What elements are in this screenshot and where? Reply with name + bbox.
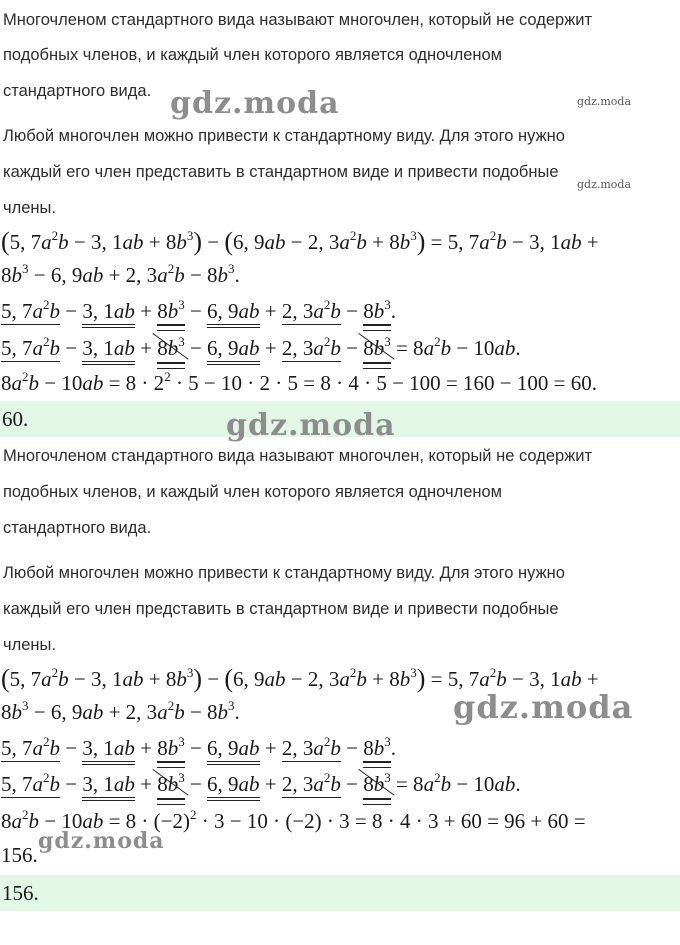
watermark-logo: gdz.moda: [170, 86, 340, 121]
definition-line-3: стандартного вида.: [3, 82, 152, 100]
equation-expand: (5, $7a^2b - 3$, $1ab + 8b^3) - (6$, 9ab − 2, $3a^2b + 8b^3) = 5$, $7a^2b - 3$, 1ab +: [1, 227, 599, 256]
rule-line-1: Любой многочлен можно привести к стандартному виду. Для этого нужно: [3, 127, 565, 145]
watermark-logo: gdz.moda: [453, 688, 634, 726]
watermark-logo-small: gdz.moda: [577, 178, 632, 191]
rule-line-1: Любой многочлен можно привести к стандартному виду. Для этого нужно: [3, 564, 565, 582]
watermark-logo-small: gdz.moda: [577, 95, 632, 108]
watermark-logo: gdz.moda: [38, 828, 165, 854]
equation-underlined: 5, $7a^2b - 3$, $1ab + 8b^3 - 6$, 9ab + 2, $3a^2b - 8b^3$.: [1, 735, 396, 761]
definition-line-3: стандартного вида.: [3, 519, 152, 537]
equation-expand-cont: $8b^3 - 6$, 9ab + 2, $3a^2b - 8b^3$.: [1, 261, 240, 287]
rule-line-3: члены.: [3, 199, 56, 217]
answer-box: [0, 875, 680, 911]
watermark-logo: gdz.moda: [226, 408, 396, 443]
rule-line-2: каждый его член представить в стандартном виде и привести подобные: [3, 600, 559, 618]
rule-line-3: члены.: [3, 636, 56, 654]
rule-line-2: каждый его член представить в стандартном виде и привести подобные: [3, 163, 559, 181]
equation-evaluate-cont: 156.: [1, 843, 38, 867]
equation-expand-cont: $8b^3 - 6$, 9ab + 2, $3a^2b - 8b^3$.: [1, 698, 240, 724]
equation-evaluate: $8a^2b - 10ab = 8 \cdot 2^2 \cdot 5 - 10 \cdot 2 \cdot 5 = 8 \cdot 4 \cdot 5 - 100 = 160 - 100 = 60$.: [1, 369, 597, 395]
definition-line-1: Многочленом стандартного вида называют многочлен, который не содержит: [3, 11, 593, 29]
definition-line-1: Многочленом стандартного вида называют многочлен, который не содержит: [3, 447, 593, 465]
equation-expand: (5, $7a^2b - 3$, $1ab + 8b^3) - (6$, 9ab − 2, $3a^2b + 8b^3) = 5$, $7a^2b - 3$, 1ab +: [1, 664, 599, 693]
equation-simplified: 5, $7a^2b - 3$, $1ab + 8b^3 - 6$, 9ab + 2, $3a^2b - 8b^3 = 8a^2b - 10ab$.: [1, 771, 521, 799]
definition-line-2: подобных членов, и каждый член которого является одночленом: [3, 46, 503, 64]
equation-underlined: 5, $7a^2b - 3$, $1ab + 8b^3 - 6$, 9ab + 2, $3a^2b - 8b^3$.: [1, 298, 396, 324]
equation-simplified: 5, $7a^2b - 3$, $1ab + 8b^3 - 6$, 9ab + 2, $3a^2b - 8b^3 = 8a^2b - 10ab$.: [1, 335, 521, 363]
answer-value: 60.: [2, 407, 29, 431]
answer-value: 156.: [2, 881, 39, 905]
definition-line-2: подобных членов, и каждый член которого является одночленом: [3, 483, 503, 501]
equation-evaluate: $8a^2b - 10ab = 8 \cdot (-2)^2 \cdot 3 - 10 \cdot (-2) \cdot 3 = 8 \cdot 4 \cdot 3 + 60 = 96 + 60$ =: [1, 807, 586, 833]
